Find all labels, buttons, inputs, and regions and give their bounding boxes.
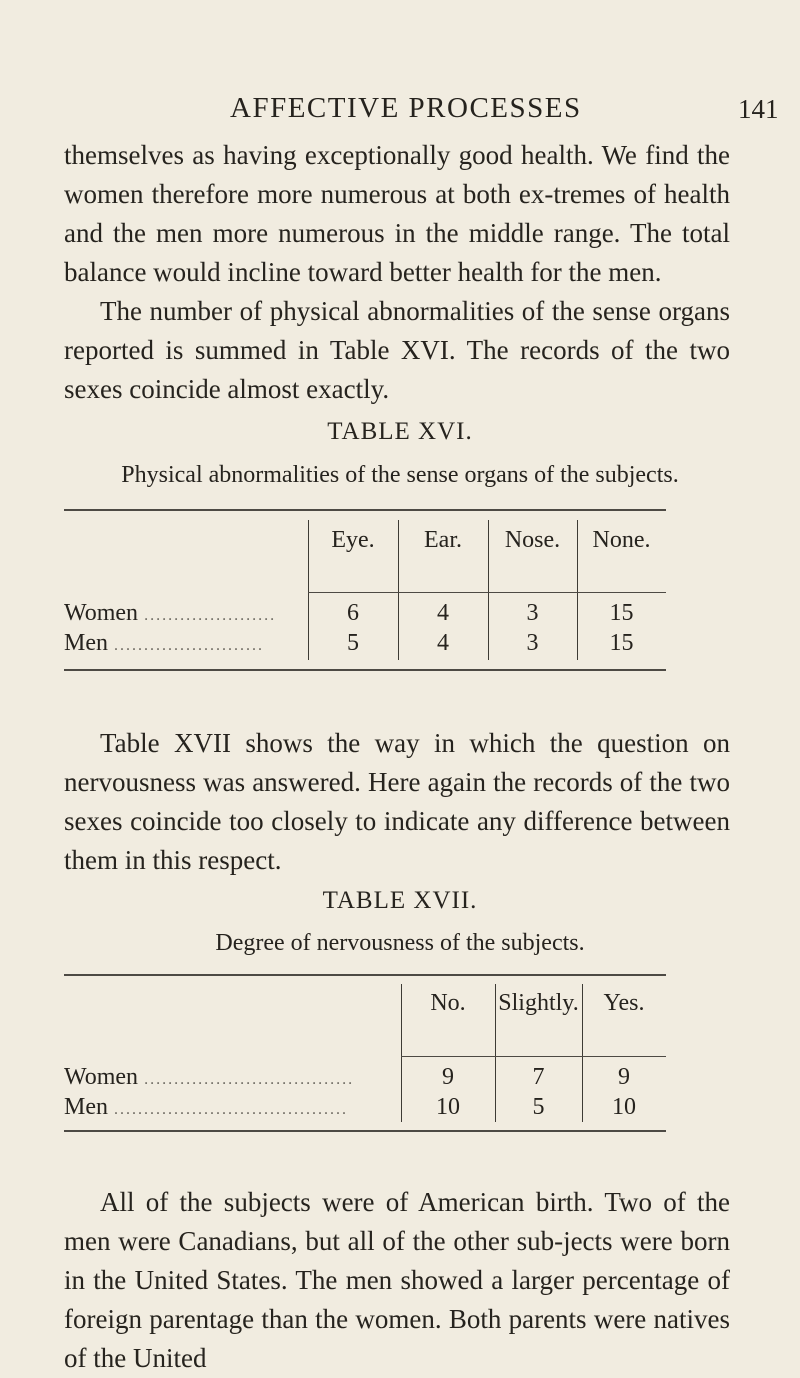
table-17-cell: 10 <box>612 1094 636 1120</box>
table-16-cell: 6 <box>347 600 359 626</box>
table-16-header-eye: Eye. <box>331 527 375 553</box>
table-16-cell: 3 <box>526 600 539 626</box>
table-17-row-women-label <box>64 1064 394 1091</box>
table-17-cell: 9 <box>618 1064 630 1090</box>
table-16-cell: 5 <box>347 630 359 656</box>
paragraph-3 <box>64 724 730 880</box>
table-16-row-label: Women <box>64 600 139 626</box>
running-head <box>0 92 800 132</box>
table-17-cell: 9 <box>442 1064 454 1090</box>
table-16-cell: 15 <box>609 600 634 626</box>
paragraph-4-text: All of the subjects were of American birth. Two of the men were Canadians, but all of the other sub-jects were born in the United States. The men showed a larger percentage of foreign parentage than the women. Both parents were natives of the United <box>64 1187 730 1373</box>
table-17-row-label: Women <box>64 1064 139 1090</box>
table-16-row-men-label <box>64 630 314 657</box>
table-16-cell: 15 <box>609 630 634 656</box>
paragraph-2 <box>64 292 730 409</box>
table-17-top-rule <box>64 974 666 976</box>
table-16-caption: TABLE XVI. <box>327 418 473 445</box>
dot-leader: ....................................... <box>114 1101 348 1118</box>
paragraph-4 <box>64 1183 730 1378</box>
table-16-header-none: None. <box>592 527 651 553</box>
table-17-cell: 7 <box>532 1064 545 1090</box>
table-16-header-nose: Nose. <box>504 527 561 553</box>
table-17-row-men-label <box>64 1094 394 1121</box>
table-16-bottom-rule <box>64 669 666 671</box>
paragraph-2-text: The number of physical abnormalities of the sense organs reported is summed in Table XVI. The records of the two sexes coincide almost exactly. <box>64 296 730 404</box>
table-16-row-label: Men <box>64 630 108 656</box>
dot-leader: ................................... <box>144 1071 355 1088</box>
paragraph-3-text: Table XVII shows the way in which the question on nervousness was answered. Here again the records of the two sexes coincide too closely to indicate any difference between them in this respect. <box>64 728 730 875</box>
table-17-row-label: Men <box>64 1094 108 1120</box>
paragraph-1: themselves as having exceptionally good health. We find the women therefore more numerous at both ex-tremes of health and the men more numerous in the middle range. The total balance would incline toward better health for the men. <box>64 140 730 287</box>
dot-leader: ...................... <box>144 607 277 624</box>
table-17-header-yes: Yes. <box>603 990 645 1016</box>
table-17-cell: 5 <box>532 1094 545 1120</box>
table-16-header-rule <box>308 592 666 593</box>
table-17-bottom-rule <box>64 1130 666 1132</box>
table-16-row-women-label <box>64 600 314 627</box>
table-16-subtitle: Physical abnormalities of the sense organs of the subjects. <box>121 462 679 488</box>
table-17-header-rule <box>401 1056 666 1057</box>
table-17-subtitle: Degree of nervousness of the subjects. <box>215 930 585 956</box>
table-16-top-rule <box>64 509 666 511</box>
table-17-cell: 10 <box>436 1094 460 1120</box>
running-title: AFFECTIVE PROCESSES <box>230 92 582 124</box>
table-17-header-slightly: Slightly. <box>498 990 579 1016</box>
table-16-cell: 3 <box>526 630 539 656</box>
table-16-cell: 4 <box>437 600 449 626</box>
dot-leader: ......................... <box>114 637 264 654</box>
table-17-caption: TABLE XVII. <box>322 887 478 914</box>
table-16-header-ear: Ear. <box>424 527 462 553</box>
table-17-header-no: No. <box>430 990 466 1016</box>
page-number: 141 <box>738 94 779 124</box>
table-16-cell: 4 <box>437 630 449 656</box>
